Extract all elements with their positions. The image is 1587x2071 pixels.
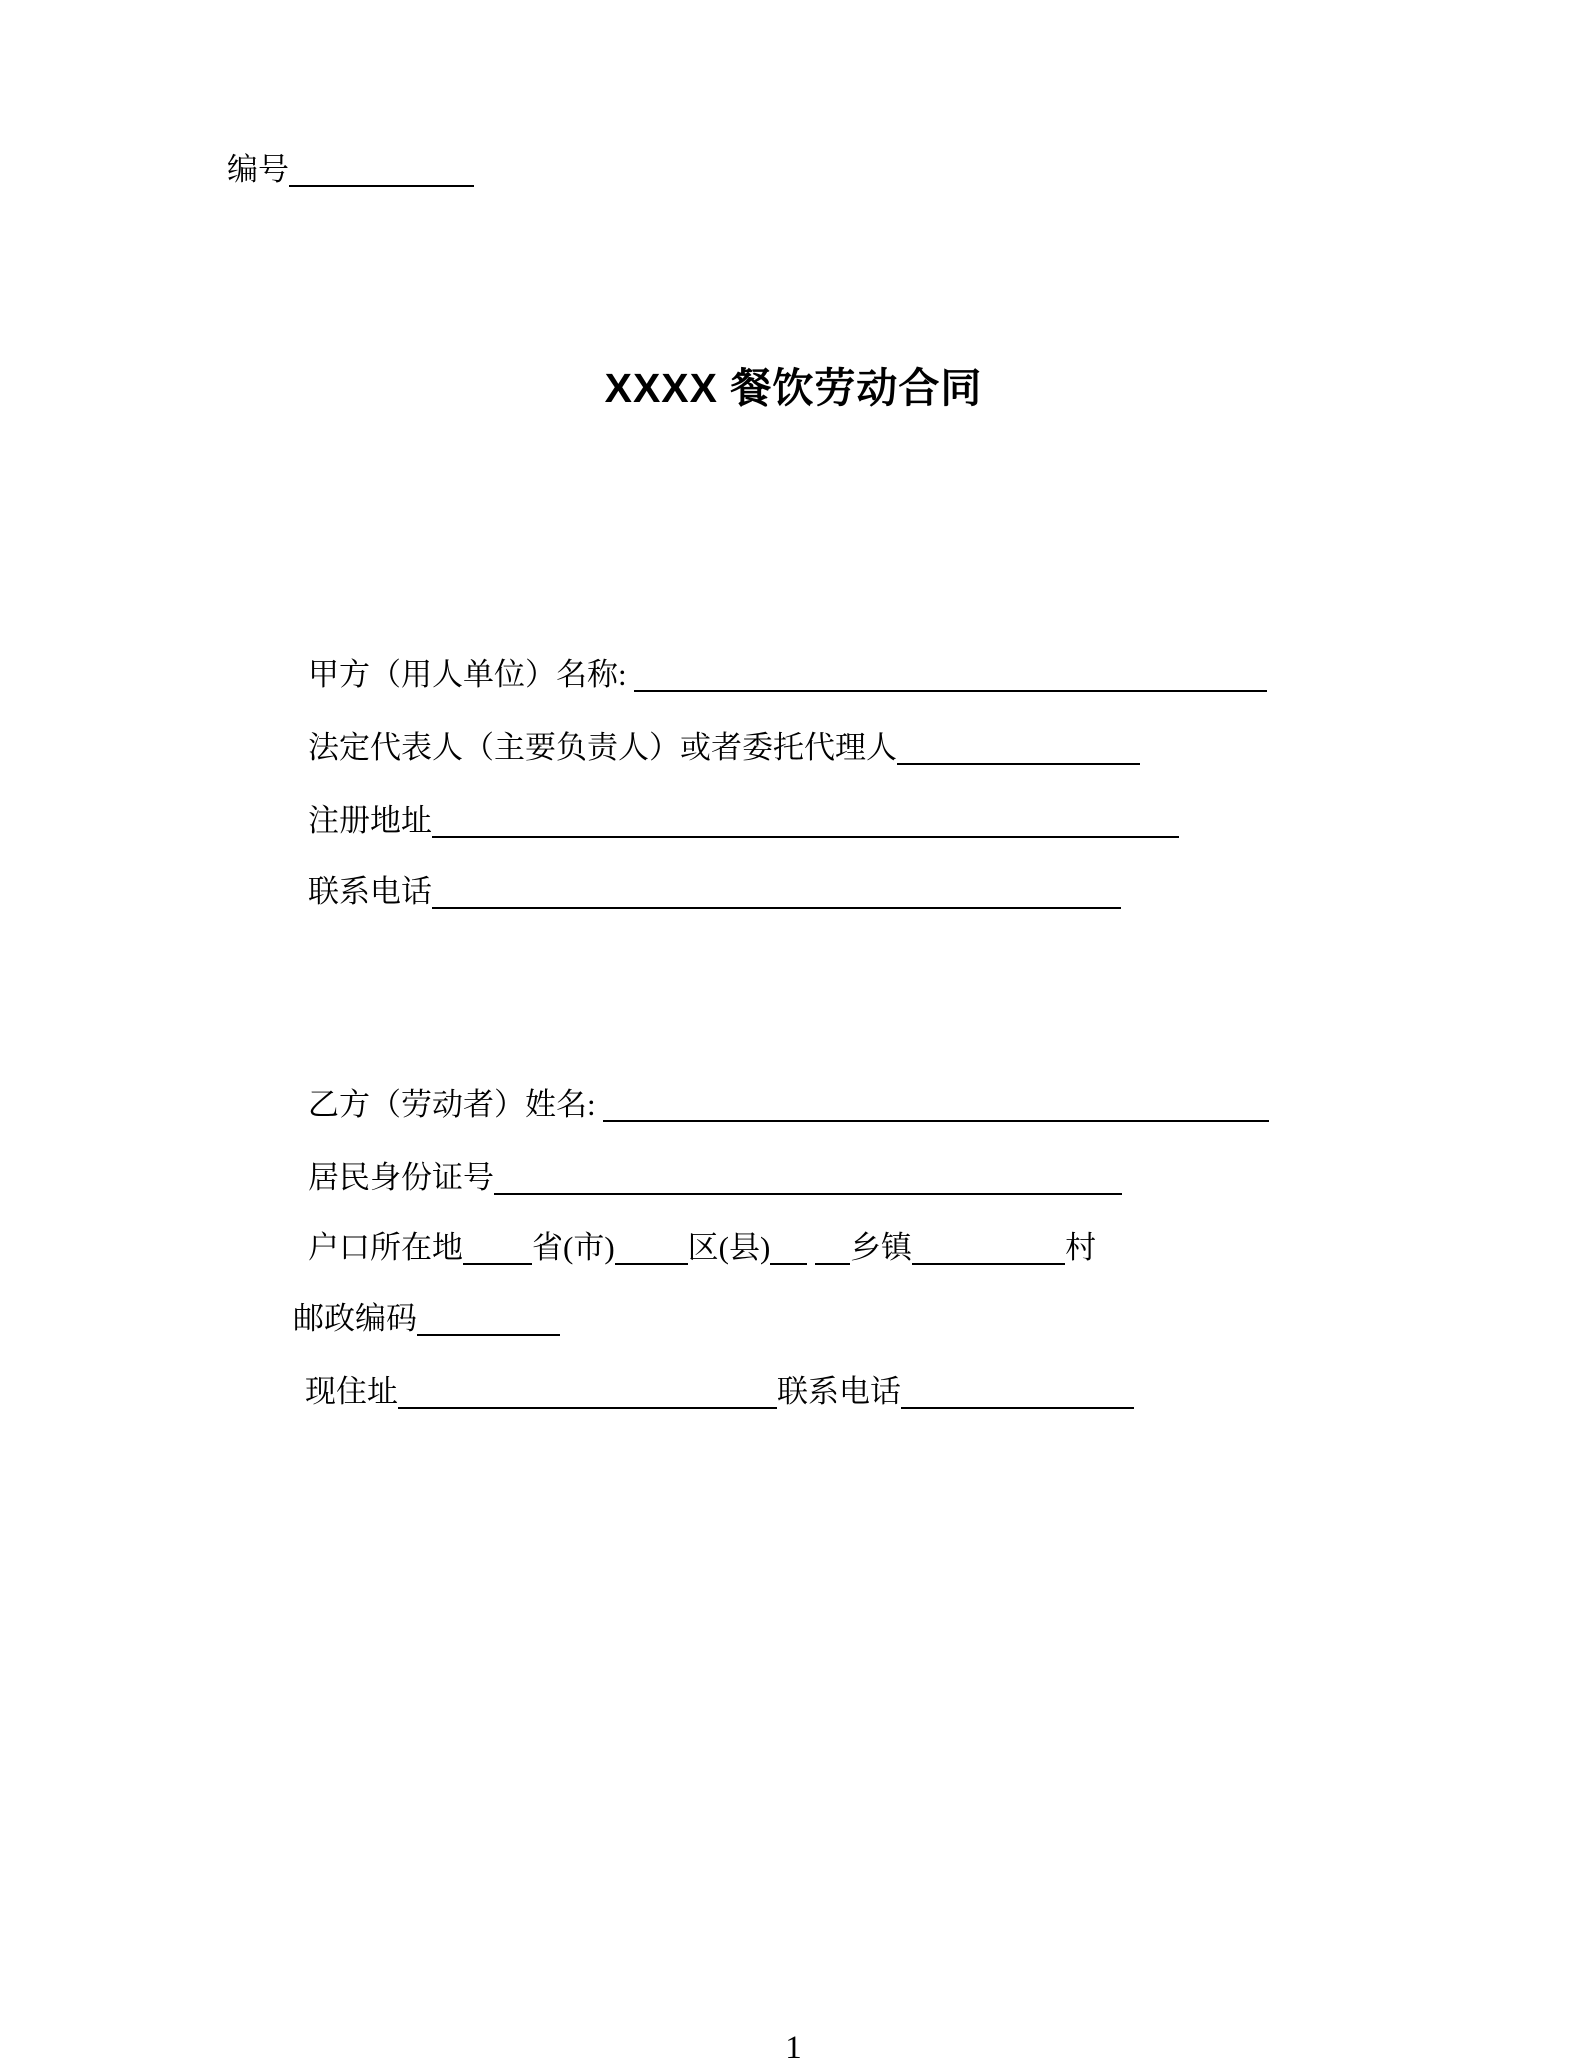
blank-field xyxy=(289,157,474,187)
blank-field xyxy=(770,1235,807,1265)
serial-number-line xyxy=(227,148,474,192)
form-label: 乙方（劳动者）姓名: xyxy=(308,1087,604,1122)
blank-field xyxy=(494,1165,1122,1195)
party-b-postal-code-line xyxy=(293,1297,560,1341)
form-label: 注册地址 xyxy=(308,803,432,838)
blank-field xyxy=(463,1235,532,1265)
form-label: 乡镇 xyxy=(850,1230,913,1265)
blank-field xyxy=(912,1235,1065,1265)
form-label: 省(市) xyxy=(532,1230,615,1265)
document-title: XXXX 餐饮劳动合同 xyxy=(604,365,983,411)
blank-field xyxy=(398,1379,777,1409)
form-label: 联系电话 xyxy=(777,1374,901,1409)
form-label: 联系电话 xyxy=(308,874,432,909)
blank-field xyxy=(603,1092,1269,1122)
blank-field xyxy=(901,1379,1134,1409)
form-label: 法定代表人（主要负责人）或者委托代理人 xyxy=(308,730,897,765)
form-label: 户口所在地 xyxy=(308,1230,463,1265)
blank-field xyxy=(897,735,1140,765)
party-b-name-line xyxy=(308,1083,1269,1127)
blank-field xyxy=(417,1306,560,1336)
party-a-representative-line xyxy=(308,726,1140,770)
blank-field xyxy=(815,1235,850,1265)
form-label: 现住址 xyxy=(305,1374,398,1409)
form-label: 甲方（用人单位）名称: xyxy=(308,657,635,692)
form-label: 编号 xyxy=(227,152,289,187)
form-label: 村 xyxy=(1065,1230,1097,1265)
party-a-registered-address-line xyxy=(308,799,1179,843)
party-b-id-number-line xyxy=(308,1156,1122,1200)
party-b-household-registration-line xyxy=(308,1226,1096,1270)
party-a-phone-line xyxy=(308,870,1121,914)
form-label: 邮政编码 xyxy=(293,1301,417,1336)
blank-field xyxy=(432,808,1179,838)
form-label: 居民身份证号 xyxy=(308,1160,494,1195)
page-number: 1 xyxy=(785,2030,802,2066)
party-b-address-phone-line xyxy=(305,1370,1134,1414)
blank-field xyxy=(432,879,1121,909)
party-a-name-line xyxy=(308,653,1267,697)
blank-field xyxy=(615,1235,688,1265)
form-label: 区(县) xyxy=(687,1230,771,1265)
blank-field xyxy=(634,662,1267,692)
form-label xyxy=(807,1230,815,1265)
